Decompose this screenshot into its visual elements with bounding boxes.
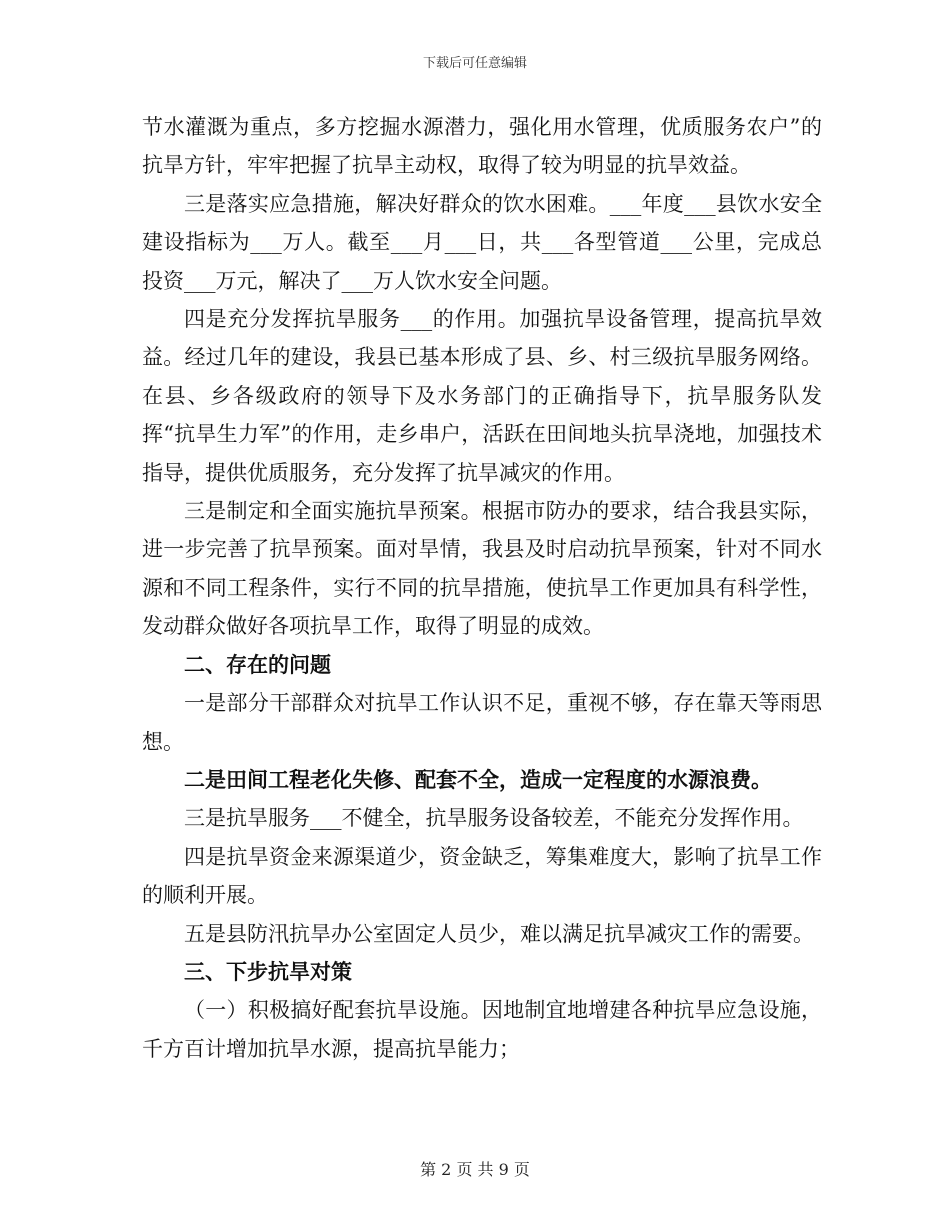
- paragraph-countermeasure-1: （一）积极搞好配套抗旱设施。因地制宜地增建各种抗旱应急设施，千方百计增加抗旱水源，提高抗旱能力；: [142, 998, 822, 1061]
- document-body: [142, 108, 822, 1068]
- paragraph-continuation: 节水灌溉为重点，多方挖掘水源潜力，强化用水管理，优质服务农户”的抗旱方针，牢牢把握了抗旱主动权，取得了较为明显的抗旱效益。: [142, 115, 822, 178]
- paragraph-problem-1: 一是部分干部群众对抗旱工作认识不足，重视不够，存在靠天等雨思想。: [142, 691, 822, 754]
- page-header: 下载后可任意编辑: [422, 56, 527, 71]
- paragraph-problem-5: 五是县防汛抗旱办公室固定人员少，难以满足抗旱减灾工作的需要。: [184, 921, 814, 946]
- page-footer: 第 2 页 共 9 页: [420, 1160, 530, 1179]
- section-heading-countermeasures: 三、下步抗旱对策: [184, 959, 352, 984]
- paragraph-drought-plan: 三是制定和全面实施抗旱预案。根据市防办的要求，结合我县实际，进一步完善了抗旱预案。面对旱情，我县及时启动抗旱预案，针对不同水源和不同工程条件，实行不同的抗旱措施，使抗旱工作更加具有科学性，发动群众做好各项抗旱工作，取得了明显的成效。: [142, 499, 822, 639]
- paragraph-service-role: 四是充分发挥抗旱服务___的作用。加强抗旱设备管理，提高抗旱效益。经过几年的建设，我县已基本形成了县、乡、村三级抗旱服务网络。在县、乡各级政府的领导下及水务部门的正确指导下，抗旱服务队发挥“抗旱生力军”的作用，走乡串户，活跃在田间地头抗旱浇地，加强技术指导，提供优质服务，充分发挥了抗旱减灾的作用。: [142, 307, 822, 485]
- paragraph-problem-2: 二是田间工程老化失修、配套不全，造成一定程度的水源浪费。: [184, 767, 772, 792]
- paragraph-emergency-measures: 三是落实应急措施，解决好群众的饮水困难。___年度___县饮水安全建设指标为___万人。截至___月___日，共___各型管道___公里，完成总投资___万元，解决了___万人饮水安全问题。: [142, 191, 822, 293]
- paragraph-problem-4: 四是抗旱资金来源渠道少，资金缺乏，筹集难度大，影响了抗旱工作的顺利开展。: [142, 844, 822, 908]
- section-heading-problems: 二、存在的问题: [184, 652, 331, 677]
- paragraph-problem-3: 三是抗旱服务___不健全，抗旱服务设备较差，不能充分发挥作用。: [184, 806, 804, 831]
